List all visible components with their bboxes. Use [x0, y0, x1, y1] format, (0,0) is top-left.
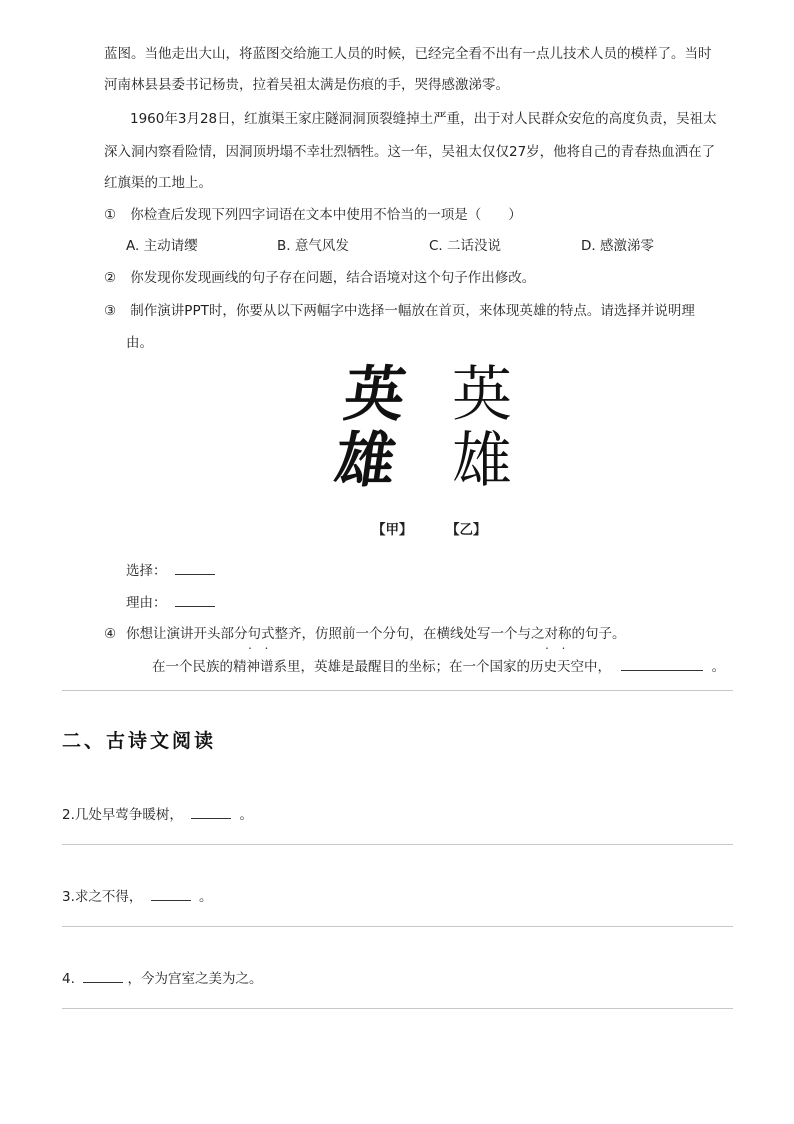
- poem-suffix: ，今为宫室之美为之。: [127, 971, 263, 987]
- divider: [62, 1008, 733, 1009]
- question-text: 整齐，仿照前一个分句，在横线处写一个与之: [274, 626, 545, 642]
- question-text: 的句子。: [571, 626, 626, 642]
- option-c[interactable]: C. 二话没说: [429, 238, 502, 254]
- choose-row: [126, 560, 215, 581]
- question-number: ④: [104, 626, 117, 642]
- callig-char: 雄: [452, 426, 512, 496]
- q4-sentence: [152, 656, 725, 677]
- poem-question-2: [62, 804, 253, 825]
- poem-prefix: 2.几处早莺争暖树，: [62, 807, 183, 823]
- option-b[interactable]: B. 意气风发: [277, 238, 349, 254]
- choose-label: 选择：: [126, 563, 167, 579]
- sentence-text: 在一个民族的精神谱系里，英雄是最醒目的坐标；在一个国家的历史天空中，: [152, 659, 611, 675]
- label-yi: 【乙】: [446, 522, 487, 538]
- question-text: 你想让演讲开头部分: [126, 626, 248, 642]
- poem-prefix: 4.: [62, 971, 75, 987]
- question-number: ①: [104, 207, 117, 223]
- callig-char: 英: [339, 360, 410, 430]
- poem-suffix: 。: [239, 807, 253, 823]
- question-text: 你检查后发现下列四字词语在文本中使用不恰当的一项是（ ）: [130, 207, 522, 223]
- reason-label: 理由：: [126, 595, 167, 611]
- sentence-end: 。: [711, 659, 726, 675]
- label-jia: 【甲】: [372, 522, 413, 538]
- emphasis-dotted: 对称 • •: [545, 626, 572, 642]
- passage-line: 深入洞内察看险情，因洞顶坍塌不幸壮烈牺牲。这一年，吴祖太仅仅27岁，他将自己的青春热血洒在了: [104, 144, 716, 160]
- choose-blank[interactable]: [175, 560, 215, 575]
- question-3: [104, 301, 695, 321]
- question-text: 制作演讲PPT时，你要从以下两幅字中选择一幅放在首页，来体现英雄的特点。请选择并说明理: [130, 303, 695, 319]
- calligraphy-jia: [331, 362, 410, 494]
- question-text-cont: 由。: [126, 335, 153, 351]
- section-heading: 二、古诗文阅读: [62, 730, 217, 752]
- passage-line: 蓝图。当他走出大山，将蓝图交给施工人员的时候，已经完全看不出有一点儿技术人员的模样了。当时: [104, 46, 712, 62]
- passage-line: 河南林县县委书记杨贵，拉着吴祖太满是伤痕的手，哭得感激涕零。: [104, 77, 509, 93]
- poem-question-4: [62, 968, 262, 989]
- poem-suffix: 。: [198, 889, 213, 905]
- poem-blank[interactable]: [83, 968, 123, 983]
- option-a[interactable]: A. 主动请缨: [126, 238, 198, 254]
- callig-char: 英: [452, 360, 512, 430]
- poem-prefix: 3.求之不得，: [62, 889, 143, 905]
- emphasis-dotted: 句式 • •: [248, 626, 275, 642]
- divider: [62, 926, 733, 927]
- divider: [62, 844, 733, 845]
- question-text: 你发现你发现画线的句子存在问题，结合语境对这个句子作出修改。: [130, 270, 536, 286]
- calligraphy-yi: [452, 362, 512, 494]
- question-number: ③: [104, 303, 117, 319]
- reason-row: [126, 592, 215, 613]
- question-4: [104, 624, 626, 644]
- question-number: ②: [104, 270, 117, 286]
- reason-blank[interactable]: [175, 592, 215, 607]
- poem-blank[interactable]: [151, 886, 191, 901]
- passage-line: 1960年3月28日，红旗渠王家庄隧洞洞顶裂缝掉土严重，出于对人民群众安危的高度负责，吴祖太: [130, 111, 717, 127]
- option-d[interactable]: D. 感激涕零: [581, 238, 654, 254]
- divider: [62, 690, 733, 691]
- callig-char: 雄: [330, 426, 401, 496]
- poem-blank[interactable]: [191, 804, 231, 819]
- question-1: [104, 205, 522, 225]
- sentence-blank[interactable]: [621, 656, 703, 671]
- passage-line: 红旗渠的工地上。: [104, 175, 212, 191]
- poem-question-3: [62, 886, 212, 907]
- question-2: [104, 268, 535, 288]
